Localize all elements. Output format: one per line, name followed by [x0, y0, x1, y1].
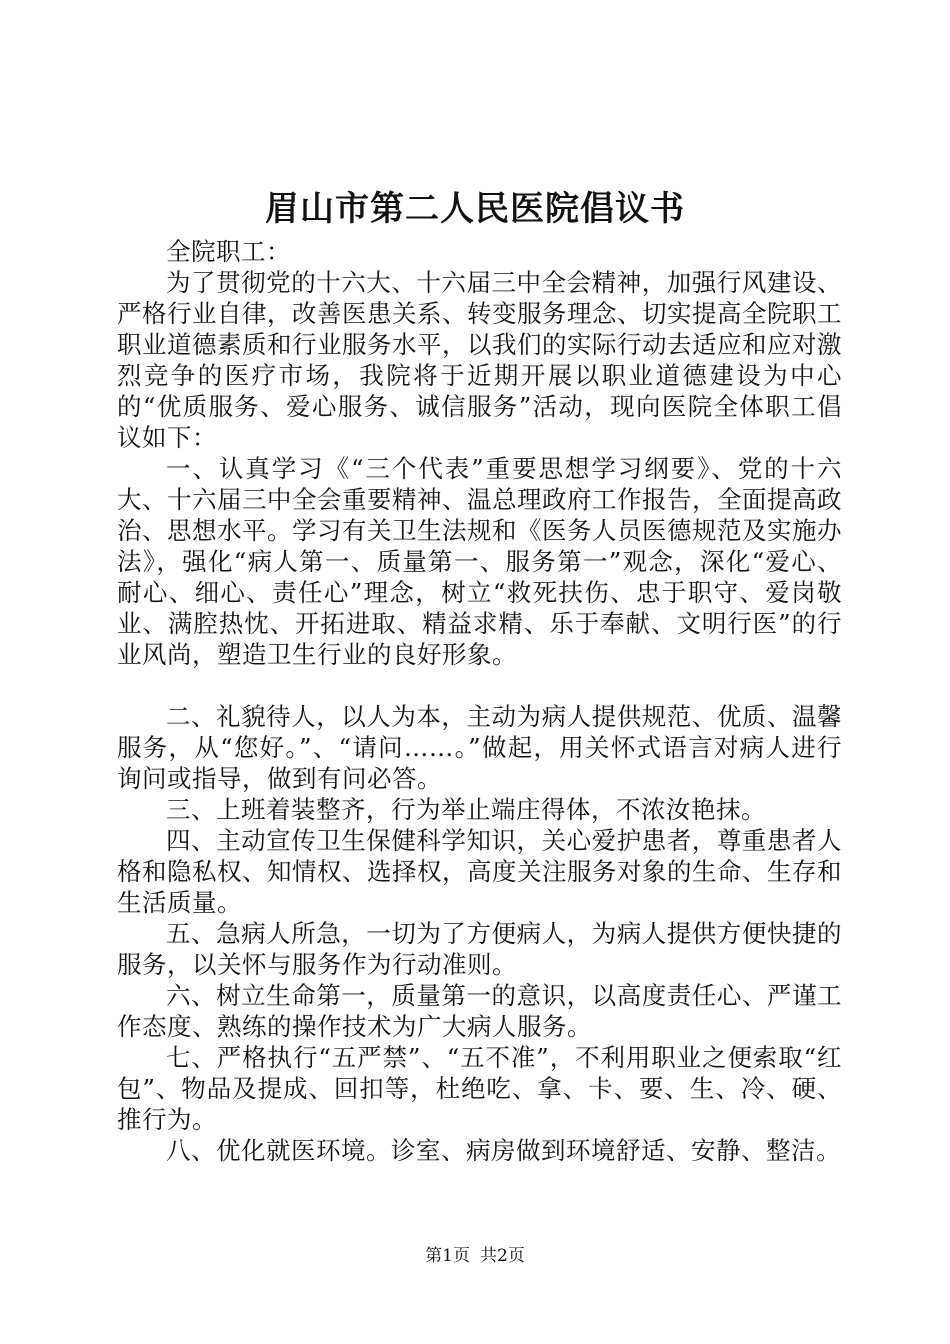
document-title: 眉山市第二人民医院倡议书 [265, 189, 685, 229]
paragraph-item-1: 一、认真学习《“三个代表”重要思想学习纲要》、党的十六大、十六届三中全会重要精神、温总理政府工作报告，全面提高政治、思想水平。学习有关卫生法规和《医务人员医德规范及实施办法》，强化“病人第一、质量第一、服务第一”观念，深化“爱心、耐心、细心、责任心”理念，树立“救死扶伤、忠于职守、爱岗敬业、满腔热忱、开拓进取、精益求精、乐于奉献、文明行医”的行业风尚，塑造卫生行业的良好形象。 [117, 454, 842, 669]
paragraph-item-2: 二、礼貌待人，以人为本，主动为病人提供规范、优质、温馨服务，从“您好。”、“请问……。”做起，用关怀式语言对病人进行询问或指导，做到有问必答。 [117, 702, 842, 793]
paragraph-item-7: 七、严格执行“五严禁”、“五不准”，不利用职业之便索取“红包”、物品及提成、回扣等，杜绝吃、拿、卡、要、生、冷、硬、推行为。 [117, 1043, 842, 1134]
paragraph-item-8: 八、优化就医环境。诊室、病房做到环境舒适、安静、整洁。 [166, 1136, 841, 1165]
paragraph-item-5: 五、急病人所急，一切为了方便病人，为病人提供方便快捷的服务，以关怀与服务作为行动准则。 [117, 919, 842, 979]
page-total: 共2页 [480, 1246, 525, 1266]
page-number: 第1页 [425, 1246, 470, 1266]
paragraph-item-3: 三、上班着装整齐，行为举止端庄得体，不浓汝艳抹。 [166, 795, 766, 824]
paragraph-item-4: 四、主动宣传卫生保健科学知识，关心爱护患者，尊重患者人格和隐私权、知情权、选择权，高度关注服务对象的生命、生存和生活质量。 [117, 826, 842, 917]
paragraph-intro: 为了贯彻党的十六大、十六届三中全会精神，加强行风建设、严格行业自律，改善医患关系、转变服务理念、切实提高全院职工职业道德素质和行业服务水平，以我们的实际行动去适应和应对激烈竞争的医疗市场，我院将于近期开展以职业道德建设为中心的“优质服务、爱心服务、诚信服务”活动，现向医院全体职工倡议如下： [117, 268, 842, 452]
salutation: 全院职工： [166, 237, 291, 266]
document-body [117, 236, 842, 1166]
page-footer [0, 1244, 950, 1268]
paragraph-item-6: 六、树立生命第一，质量第一的意识，以高度责任心、严谨工作态度、熟练的操作技术为广大病人服务。 [117, 981, 842, 1041]
